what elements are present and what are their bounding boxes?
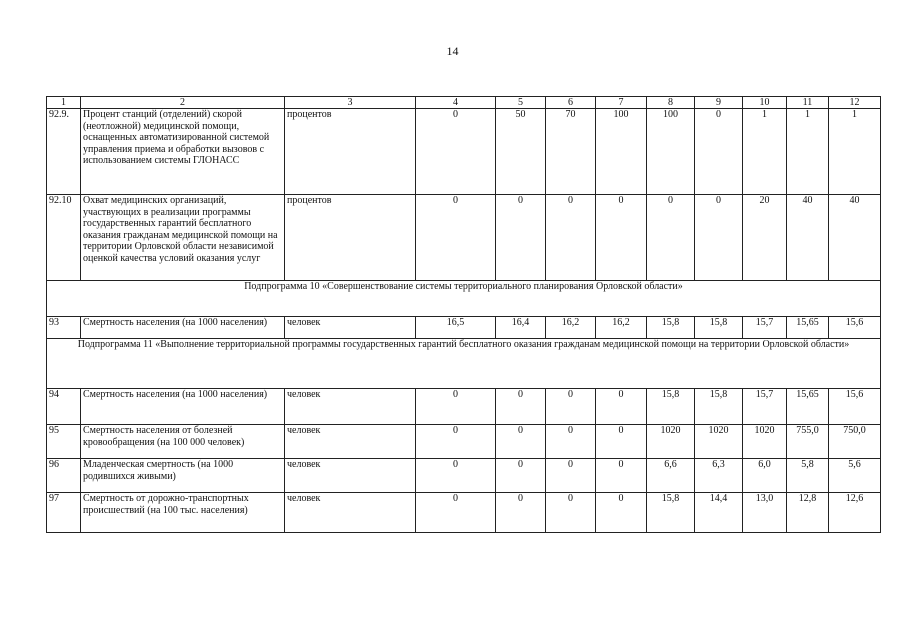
subprogram-header-row bbox=[47, 339, 881, 389]
value-cell: 15,8 bbox=[695, 317, 743, 339]
table-row bbox=[47, 459, 881, 493]
indicator-name: Младенческая смертность (на 1000 родившихся живыми) bbox=[81, 459, 285, 493]
indicator-name: Процент станций (отделений) скорой (неотложной) медицинской помощи, оснащенных автоматизированной системой управления приема и обработки вызовов с использованием системы ГЛОНАСС bbox=[81, 109, 285, 195]
value-cell: 0 bbox=[695, 109, 743, 195]
column-header: 7 bbox=[596, 97, 647, 109]
row-number: 96 bbox=[47, 459, 81, 493]
column-header: 3 bbox=[285, 97, 416, 109]
column-header: 8 bbox=[647, 97, 695, 109]
unit-cell: человек bbox=[285, 389, 416, 425]
table-row bbox=[47, 317, 881, 339]
column-header: 2 bbox=[81, 97, 285, 109]
column-header: 5 bbox=[496, 97, 546, 109]
column-header: 12 bbox=[829, 97, 881, 109]
value-cell: 1020 bbox=[695, 425, 743, 459]
value-cell: 16,2 bbox=[546, 317, 596, 339]
row-number: 92.9. bbox=[47, 109, 81, 195]
value-cell: 1 bbox=[787, 109, 829, 195]
value-cell: 16,2 bbox=[596, 317, 647, 339]
value-cell: 15,8 bbox=[647, 389, 695, 425]
value-cell: 6,3 bbox=[695, 459, 743, 493]
column-header: 4 bbox=[416, 97, 496, 109]
value-cell: 100 bbox=[596, 109, 647, 195]
subprogram-title: Подпрограмма 11 «Выполнение территориальной программы государственных гарантий бесплатного оказания гражданам медицинской помощи на территории Орловской области» bbox=[47, 339, 881, 389]
value-cell: 0 bbox=[496, 389, 546, 425]
unit-cell: процентов bbox=[285, 109, 416, 195]
value-cell: 0 bbox=[596, 493, 647, 533]
table-row bbox=[47, 109, 881, 195]
indicator-name: Охват медицинских организаций, участвующих в реализации программы государственных гарантий бесплатного оказания гражданам медицинской помощи на территории Орловской области независимой оценкой качества условий оказания услуг bbox=[81, 195, 285, 281]
value-cell: 0 bbox=[647, 195, 695, 281]
value-cell: 20 bbox=[743, 195, 787, 281]
value-cell: 50 bbox=[496, 109, 546, 195]
value-cell: 1020 bbox=[647, 425, 695, 459]
value-cell: 0 bbox=[416, 425, 496, 459]
value-cell: 0 bbox=[416, 195, 496, 281]
value-cell: 1020 bbox=[743, 425, 787, 459]
value-cell: 0 bbox=[546, 459, 596, 493]
value-cell: 40 bbox=[829, 195, 881, 281]
value-cell: 15,65 bbox=[787, 317, 829, 339]
value-cell: 6,0 bbox=[743, 459, 787, 493]
value-cell: 5,6 bbox=[829, 459, 881, 493]
unit-cell: процентов bbox=[285, 195, 416, 281]
value-cell: 0 bbox=[546, 195, 596, 281]
column-header: 9 bbox=[695, 97, 743, 109]
value-cell: 13,0 bbox=[743, 493, 787, 533]
unit-cell: человек bbox=[285, 317, 416, 339]
value-cell: 16,4 bbox=[496, 317, 546, 339]
value-cell: 0 bbox=[416, 389, 496, 425]
value-cell: 15,8 bbox=[695, 389, 743, 425]
indicator-name: Смертность от дорожно-транспортных происшествий (на 100 тыс. населения) bbox=[81, 493, 285, 533]
value-cell: 12,8 bbox=[787, 493, 829, 533]
indicator-name: Смертность населения (на 1000 населения) bbox=[81, 389, 285, 425]
value-cell: 15,8 bbox=[647, 493, 695, 533]
value-cell: 0 bbox=[416, 109, 496, 195]
value-cell: 0 bbox=[546, 425, 596, 459]
unit-cell: человек bbox=[285, 459, 416, 493]
subprogram-title: Подпрограмма 10 «Совершенствование системы территориального планирования Орловской области» bbox=[47, 281, 881, 317]
row-number: 94 bbox=[47, 389, 81, 425]
value-cell: 6,6 bbox=[647, 459, 695, 493]
value-cell: 1 bbox=[743, 109, 787, 195]
value-cell: 15,6 bbox=[829, 389, 881, 425]
value-cell: 0 bbox=[596, 195, 647, 281]
value-cell: 1 bbox=[829, 109, 881, 195]
value-cell: 0 bbox=[416, 459, 496, 493]
value-cell: 755,0 bbox=[787, 425, 829, 459]
value-cell: 5,8 bbox=[787, 459, 829, 493]
column-header: 6 bbox=[546, 97, 596, 109]
table-row bbox=[47, 493, 881, 533]
value-cell: 0 bbox=[496, 195, 546, 281]
value-cell: 750,0 bbox=[829, 425, 881, 459]
value-cell: 0 bbox=[596, 459, 647, 493]
row-number: 92.10 bbox=[47, 195, 81, 281]
column-header: 1 bbox=[47, 97, 81, 109]
value-cell: 15,6 bbox=[829, 317, 881, 339]
page-number: 14 bbox=[446, 44, 459, 58]
value-cell: 0 bbox=[546, 493, 596, 533]
value-cell: 0 bbox=[416, 493, 496, 533]
unit-cell: человек bbox=[285, 493, 416, 533]
value-cell: 0 bbox=[596, 389, 647, 425]
indicator-name: Смертность населения (на 1000 населения) bbox=[81, 317, 285, 339]
value-cell: 16,5 bbox=[416, 317, 496, 339]
value-cell: 0 bbox=[695, 195, 743, 281]
value-cell: 0 bbox=[496, 425, 546, 459]
table-row bbox=[47, 425, 881, 459]
value-cell: 40 bbox=[787, 195, 829, 281]
value-cell: 15,7 bbox=[743, 317, 787, 339]
table-row bbox=[47, 389, 881, 425]
row-number: 93 bbox=[47, 317, 81, 339]
table-header-row bbox=[47, 97, 881, 109]
value-cell: 15,65 bbox=[787, 389, 829, 425]
indicators-table bbox=[46, 96, 881, 533]
column-header: 10 bbox=[743, 97, 787, 109]
value-cell: 0 bbox=[546, 389, 596, 425]
value-cell: 0 bbox=[596, 425, 647, 459]
value-cell: 14,4 bbox=[695, 493, 743, 533]
row-number: 95 bbox=[47, 425, 81, 459]
value-cell: 70 bbox=[546, 109, 596, 195]
value-cell: 0 bbox=[496, 459, 546, 493]
value-cell: 0 bbox=[496, 493, 546, 533]
value-cell: 100 bbox=[647, 109, 695, 195]
value-cell: 15,8 bbox=[647, 317, 695, 339]
value-cell: 12,6 bbox=[829, 493, 881, 533]
value-cell: 15,7 bbox=[743, 389, 787, 425]
row-number: 97 bbox=[47, 493, 81, 533]
subprogram-header-row bbox=[47, 281, 881, 317]
column-header: 11 bbox=[787, 97, 829, 109]
table-row bbox=[47, 195, 881, 281]
unit-cell: человек bbox=[285, 425, 416, 459]
indicator-name: Смертность населения от болезней кровообращения (на 100 000 человек) bbox=[81, 425, 285, 459]
